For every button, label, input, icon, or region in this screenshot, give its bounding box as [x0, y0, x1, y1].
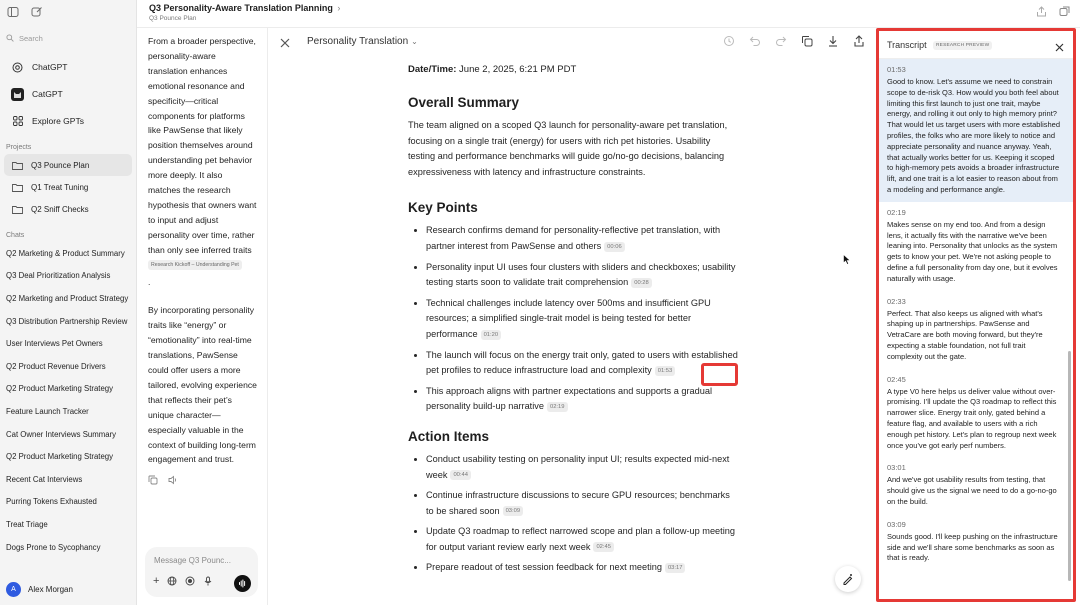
key-point-text: The launch will focus on the energy trait only, gated to users with established pet profiles to reduce infrastructure load and complexity	[426, 349, 738, 376]
folder-icon	[12, 183, 23, 192]
transcript-header	[879, 31, 1073, 59]
chat-item[interactable]: Q3 Deal Prioritization Analysis	[6, 271, 111, 281]
chat-item[interactable]: Q2 Product Marketing Strategy	[6, 452, 114, 462]
key-point-text: Technical challenges include latency over 500ms and insufficient GPU resources; a simplified single-trait model is being tested for better performance	[426, 297, 711, 339]
close-canvas-icon[interactable]	[280, 35, 290, 53]
projects-heading: Projects	[6, 143, 32, 151]
nav-item-label: CatGPT	[32, 89, 63, 99]
summary-heading: Overall Summary	[408, 95, 520, 110]
copy-icon[interactable]	[148, 475, 158, 485]
chat-item[interactable]: Q2 Marketing and Product Strategy	[6, 293, 129, 303]
chat-item[interactable]: Q3 Distribution Partnership Review	[6, 316, 128, 326]
entry-time: 03:01	[887, 463, 906, 473]
chevron-down-icon: ⌄	[411, 37, 418, 46]
datetime-label: Date/Time:	[408, 64, 457, 75]
action-item-text: Update Q3 roadmap to reflect narrowed scope and plan a follow-up meeting for output variant review early next week	[426, 526, 735, 552]
chats-heading: Chats	[6, 231, 25, 239]
key-point-text: Personality input UI uses four clusters with sliders and checkboxes; usability testing starts soon to validate trait comprehension	[426, 261, 736, 288]
timestamp-chip-highlighted[interactable]: 01:53	[655, 366, 676, 376]
research-preview-badge: RESEARCH PREVIEW	[933, 41, 992, 50]
folder-icon	[12, 205, 23, 214]
chevron-right-icon: ›	[337, 3, 341, 13]
entry-text: Sounds good. I'll keep pushing on the infrastructure side and we'll share some benchmarks as soon as that is ready.	[887, 531, 1058, 563]
action-item	[426, 560, 738, 576]
document-tools	[723, 35, 865, 47]
chat-list	[0, 242, 136, 558]
transcript-list	[879, 59, 1073, 570]
key-point-text: Research confirms demand for personality-reflective pet translation, with partner interest from PawSense and others	[426, 225, 721, 251]
action-items-heading: Action Items	[408, 428, 490, 444]
microphone-icon[interactable]	[203, 576, 213, 586]
action-item	[426, 524, 738, 555]
key-points-list	[408, 223, 738, 415]
document-toolbar	[268, 28, 873, 56]
user-name: Alex Morgan	[28, 585, 73, 594]
action-item	[426, 488, 738, 519]
datetime-value: June 2, 2025, 6:21 PM PDT	[459, 64, 577, 75]
close-icon[interactable]	[1055, 39, 1064, 57]
composer-placeholder: Message Q3 Pounc...	[154, 556, 231, 565]
timestamp-chip[interactable]: 00:28	[631, 278, 652, 288]
message-paragraph	[148, 34, 257, 273]
key-point	[426, 260, 738, 291]
assistant-message	[137, 28, 267, 467]
action-item-text: Conduct usability testing on personality input UI; results expected mid-next week	[426, 453, 730, 480]
nav-item-label: ChatGPT	[32, 62, 68, 72]
chat-item[interactable]: Dogs Prone to Sycophancy	[6, 542, 101, 552]
speaker-icon[interactable]	[168, 475, 178, 485]
transcript-entry[interactable]	[879, 291, 1073, 369]
copy-icon[interactable]	[801, 35, 813, 47]
entry-text: Perfect. That also keeps us aligned with what's shaping up in partnerships. PawSense and VetraCare are both moving forward, but they're expecting a stable foundation, not full trait complexity out the gate.	[887, 308, 1043, 361]
nav-item-chatgpt[interactable]	[4, 54, 132, 80]
transcript-entry-active[interactable]	[879, 59, 1073, 202]
history-icon[interactable]	[723, 35, 735, 47]
chat-item[interactable]: User Interviews Pet Owners	[6, 339, 103, 349]
folder-icon	[12, 161, 23, 170]
project-item-q3-pounce-plan[interactable]	[4, 154, 132, 176]
record-icon[interactable]	[185, 576, 195, 586]
chatgpt-logo-icon	[11, 61, 24, 74]
transcript-scrollbar[interactable]	[1068, 351, 1071, 581]
meeting-datetime	[408, 64, 738, 75]
transcript-title: Transcript	[887, 40, 927, 50]
action-items-list	[408, 452, 738, 576]
entry-time: 02:19	[887, 207, 906, 217]
project-label: Q2 Sniff Checks	[31, 204, 89, 214]
entry-text: Good to know. Let's assume we need to constrain scope to de-risk Q3. How would you both feel about limiting this first launch to just one trait, maybe energy, and rolling it out only to high memory print? That would let us target users with more established profiles, the folks who are more likely to notice and appreciate personality and nuance anyway. Yeah, that actually works better for us. Keeping it scoped to high-memory pets avoids a broader infrastructure lift, and one trait is a lot easier to reason about from a modeling and performance angle.	[887, 77, 1061, 194]
nav-item-label: Explore GPTs	[32, 116, 84, 126]
avatar: A	[6, 582, 21, 597]
share-icon[interactable]	[1036, 6, 1047, 17]
entry-time: 01:53	[887, 65, 906, 74]
message-paragraph-end: .	[148, 276, 151, 287]
redo-icon[interactable]	[775, 35, 787, 47]
chat-item[interactable]: Recent Cat Interviews	[6, 474, 83, 484]
chat-item[interactable]: Feature Launch Tracker	[6, 406, 89, 416]
document-body	[408, 64, 738, 581]
action-item-text: Continue infrastructure discussions to secure GPU resources; benchmarks to be shared soon	[426, 490, 730, 516]
plus-icon[interactable]: +	[153, 575, 160, 587]
document-title-dropdown[interactable]	[307, 36, 418, 47]
sidebar	[0, 0, 137, 605]
message-text: From a broader perspective, personality-aware translation enhances emotional resonance and specificity—critical components for platforms like PawSense that likely position themselves around understanding pet behavior more deeply. It also matches the research hypothesis that owners want to input and adjust personality over time, rather than only see inferred traits	[148, 36, 257, 255]
action-item-text: Prepare readout of test session feedback for next meeting	[426, 562, 662, 573]
document-title: Personality Translation	[307, 36, 409, 47]
window-icon[interactable]	[1059, 6, 1070, 17]
cat-avatar-icon	[11, 88, 24, 101]
key-point	[426, 384, 738, 415]
page-subtitle: Q3 Pounce Plan	[149, 15, 197, 22]
page-title[interactable]	[149, 3, 340, 13]
chat-item[interactable]: Treat Triage	[6, 519, 48, 529]
chat-item[interactable]: Q2 Product Marketing Strategy	[6, 384, 114, 394]
project-item-q2-sniff-checks[interactable]	[4, 198, 132, 220]
key-point	[426, 223, 738, 254]
project-item-q1-treat-tuning[interactable]	[4, 176, 132, 198]
undo-icon[interactable]	[749, 35, 761, 47]
composer-tools	[153, 576, 213, 586]
sidebar-search[interactable]	[6, 30, 130, 46]
pencil-sparkle-icon	[842, 573, 854, 585]
search-icon	[6, 34, 14, 42]
key-points-heading: Key Points	[408, 200, 478, 216]
share-icon[interactable]	[853, 35, 865, 47]
timestamp-chip[interactable]: 01:20	[481, 330, 502, 340]
voice-mode-button[interactable]	[234, 575, 251, 592]
download-icon[interactable]	[827, 35, 839, 47]
key-point	[426, 348, 738, 379]
page-title-text: Q3 Personality-Aware Translation Planning	[149, 3, 333, 13]
document-canvas	[268, 28, 873, 605]
timestamp-chip[interactable]: 02:19	[547, 402, 568, 412]
chat-item[interactable]: Purring Tokens Exhausted	[6, 497, 97, 507]
search-placeholder: Search	[19, 33, 43, 43]
chat-item[interactable]: Q2 Marketing & Product Summary	[6, 248, 125, 258]
nav-item-explore-gpts[interactable]	[4, 108, 132, 134]
sidebar-top-bar	[0, 0, 136, 24]
timestamp-chip[interactable]: 00:06	[604, 242, 625, 252]
key-point	[426, 296, 738, 343]
entry-time: 02:33	[887, 296, 906, 306]
transcript-panel	[876, 28, 1076, 602]
transcript-entry[interactable]	[879, 369, 1073, 458]
nav-item-catgpt[interactable]	[4, 81, 132, 107]
timestamp-chip[interactable]: 02:45	[593, 542, 614, 552]
project-label: Q1 Treat Tuning	[31, 182, 89, 192]
new-chat-icon[interactable]	[30, 5, 44, 19]
highlight-box	[701, 363, 738, 386]
sidebar-toggle-icon[interactable]	[6, 5, 20, 19]
message-actions	[137, 467, 267, 493]
globe-icon[interactable]	[167, 576, 177, 586]
timestamp-chip[interactable]: 03:17	[665, 563, 686, 573]
timestamp-chip[interactable]: 00:44	[450, 470, 471, 480]
chat-column	[137, 28, 268, 605]
edit-suggestion-button[interactable]	[835, 566, 861, 592]
chat-item[interactable]: Q2 Product Revenue Drivers	[6, 361, 106, 371]
waveform-icon	[238, 579, 247, 588]
header	[137, 0, 1080, 28]
header-actions	[1036, 6, 1070, 17]
user-profile[interactable]	[6, 582, 73, 597]
timestamp-chip[interactable]: 03:09	[503, 506, 524, 516]
project-label: Q3 Pounce Plan	[31, 160, 90, 170]
transcript-entry[interactable]	[879, 457, 1073, 513]
entry-text: A type V0 here helps us deliver value without over-promising. I'll update the Q3 roadmap to reflect this narrower slice. Energy trait only, gated behind a feature flag, and available to users with a rich enough pet history. Let's plan to regroup next week once you've got early perf numbers.	[887, 386, 1057, 450]
transcript-entry[interactable]	[879, 202, 1073, 291]
entry-text: And we've got usability results from testing, that should give us the signal we need to do a go-no-go on the build.	[887, 475, 1057, 506]
action-item	[426, 452, 738, 483]
grid-icon	[11, 115, 24, 128]
entry-time: 02:45	[887, 374, 906, 384]
key-point-text: This approach aligns with partner expectations and supports a gradual personality build-up narrative	[426, 385, 713, 412]
summary-paragraph: The team aligned on a scoped Q3 launch for personality-aware pet translation, focusing on a single trait (energy) for users with rich pet histories. Usability testing and performance benchmarks will guide go/no-go decisions, balancing expressiveness with latency and infrastructure constraints.	[408, 120, 728, 177]
transcript-entry[interactable]	[879, 514, 1073, 570]
message-composer[interactable]	[145, 547, 258, 597]
message-paragraph: By incorporating personality traits like “energy” or “emotionality” into real-time translations, PawSense could offer users a more tailored, evolving experience that reflects their pet’s unique character—especially valuable in the context of building long-term engagement and trust.	[148, 305, 257, 465]
citation-chip[interactable]: Research Kickoff – Understanding Pet	[148, 260, 242, 270]
entry-text: Makes sense on my end too. And from a design lens, it actually fits with the narrative we've been leaning into. Personality that unlocks as the system gets to know your pet. We're not asking people to define a full personality from day one, but it evolves naturally with usage.	[887, 219, 1058, 283]
entry-time: 03:09	[887, 519, 906, 529]
chat-item[interactable]: Cat Owner Interviews Summary	[6, 429, 117, 439]
mouse-cursor-icon	[843, 254, 851, 265]
